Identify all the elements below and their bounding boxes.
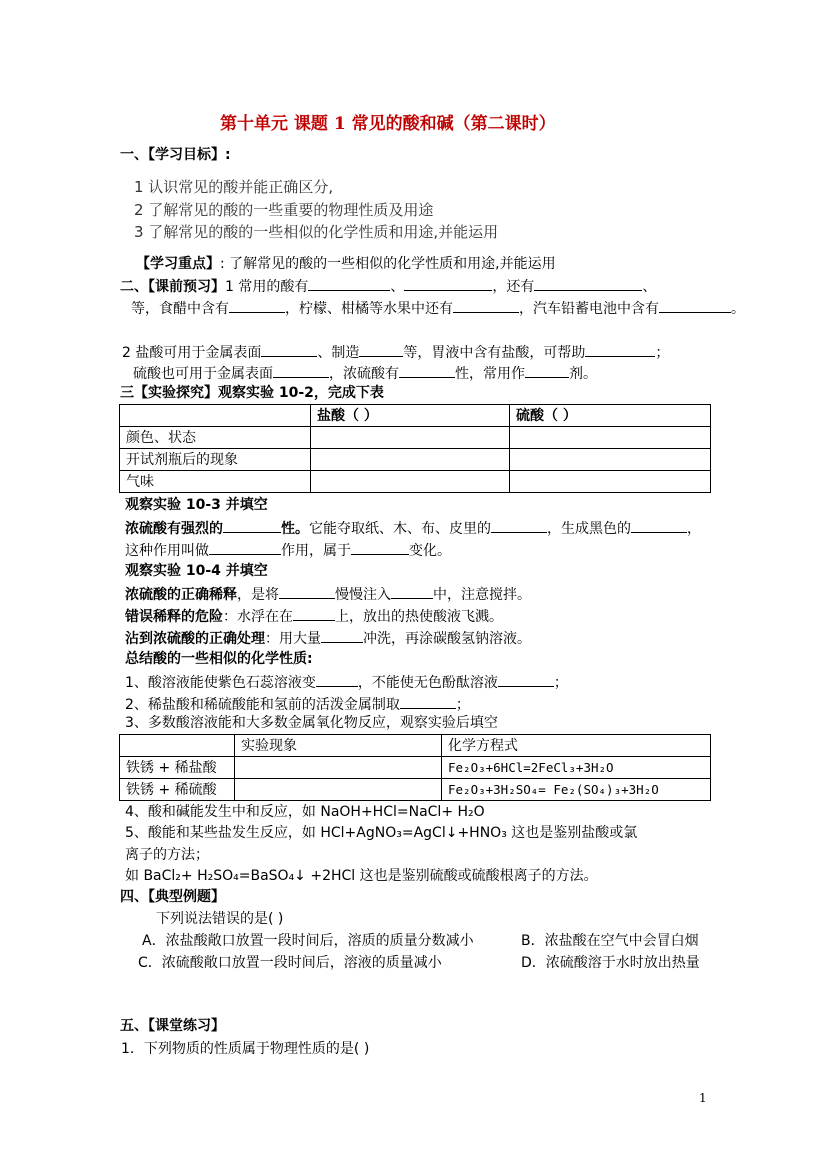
text: ，还有 — [492, 279, 535, 295]
table-header: 硫酸（ ） — [510, 405, 711, 427]
text: 变化。 — [409, 543, 451, 559]
section-4-heading: 四、【典型例题】 — [120, 889, 225, 905]
answer-cell[interactable] — [311, 449, 510, 471]
table-row — [120, 449, 711, 471]
blank[interactable] — [404, 276, 492, 291]
table-header: 盐酸（ ） — [311, 405, 510, 427]
focus-line — [136, 255, 556, 273]
text: 1 常用的酸有 — [225, 279, 309, 295]
rust-reaction-table — [119, 734, 711, 801]
option-b[interactable]: B．浓盐酸在空气中会冒白烟 — [521, 933, 699, 949]
option-a[interactable]: A．浓盐酸敞口放置一段时间后，溶质的质量分数减小 — [142, 933, 474, 949]
text: 等，食醋中含有 — [131, 301, 229, 317]
text: ； — [455, 697, 470, 713]
answer-cell[interactable] — [235, 757, 442, 779]
text: 。 — [731, 301, 745, 317]
table-cell — [120, 405, 311, 427]
summary-heading: 总结酸的一些相似的化学性质: — [125, 651, 313, 667]
section-3-heading: 三【实验探究】观察实验 10-2，完成下表 — [120, 385, 384, 401]
table-header: 化学方程式 — [442, 735, 711, 757]
property-4: 4、酸和碱能发生中和反应，如 NaOH+HCl=NaCl+ H₂O — [125, 804, 485, 820]
blank[interactable] — [273, 363, 329, 378]
text: 、 — [390, 279, 405, 295]
goal-1: 1 认识常见的酸并能正确区分, — [134, 178, 334, 196]
page-title: 第十单元 课题 1 常见的酸和碱（第二课时） — [220, 114, 556, 134]
text: 剂。 — [569, 366, 597, 382]
preview-line-3 — [122, 342, 669, 362]
blank[interactable] — [491, 518, 547, 533]
text: 浓硫酸的正确稀释 — [125, 587, 237, 603]
blank[interactable] — [391, 584, 433, 599]
table-row — [120, 779, 711, 801]
section-2-heading: 二、【课前预习】 — [120, 279, 225, 295]
preview-line-4 — [133, 363, 597, 383]
text: 、 — [642, 279, 657, 295]
equation-cell: Fe₂O₃+6HCl=2FeCl₃+3H₂O — [442, 757, 711, 779]
text: 1、酸溶液能使紫色石蕊溶液变 — [125, 675, 316, 691]
text: ； — [553, 675, 568, 691]
example-question: 下列说法错误的是( ) — [156, 911, 284, 927]
blank[interactable] — [453, 298, 519, 313]
text: ，浓硫酸有 — [329, 366, 399, 382]
acid-properties-table — [119, 404, 711, 493]
preview-line-1 — [120, 276, 656, 296]
text: 、制造 — [317, 345, 360, 361]
goal-3: 3 了解常见的酸的一些相似的化学性质和用途,并能运用 — [134, 223, 499, 241]
blank[interactable] — [308, 276, 390, 291]
blank[interactable] — [223, 518, 281, 533]
blank[interactable] — [261, 342, 317, 357]
answer-cell[interactable] — [311, 427, 510, 449]
text: 慢慢注入 — [335, 587, 391, 603]
text: ，不能使无色酚酞溶液 — [357, 675, 498, 691]
exp3-line-2 — [125, 540, 451, 560]
property-5: 5、酸能和某些盐发生反应，如 HCl+AgNO₃=AgCl↓+HNO₃ 这也是鉴别盐酸或氯 — [125, 825, 638, 841]
section-1-heading: 一、【学习目标】: — [120, 147, 231, 163]
blank[interactable] — [359, 342, 403, 357]
row-label: 气味 — [120, 471, 311, 493]
text: 上，放出的热使酸液飞溅。 — [335, 609, 503, 625]
preview-line-2 — [131, 298, 745, 318]
property-3: 3、多数酸溶液能和大多数金属氧化物反应，观察实验后填空 — [125, 715, 498, 731]
blank[interactable] — [279, 584, 335, 599]
text: ， — [687, 521, 701, 537]
property-1 — [125, 672, 568, 692]
text: 中，注意搅拌。 — [433, 587, 531, 603]
option-d[interactable]: D．浓硫酸溶于水时放出热量 — [521, 955, 700, 971]
blank[interactable] — [316, 672, 358, 687]
section-5-heading: 五、【课堂练习】 — [120, 1018, 225, 1034]
blank[interactable] — [525, 363, 569, 378]
table-row — [120, 757, 711, 779]
blank[interactable] — [498, 672, 554, 687]
focus-text: : 了解常见的酸的一些相似的化学性质和用途,并能运用 — [220, 256, 556, 272]
property-6: 如 BaCl₂+ H₂SO₄=BaSO₄↓ +2HCl 这也是鉴别硫酸或硫酸根离子的方法。 — [125, 868, 598, 884]
wrong-dilution-line — [125, 606, 503, 626]
table-row — [120, 471, 711, 493]
table-cell — [120, 735, 235, 757]
row-label: 铁锈 + 稀硫酸 — [120, 779, 235, 801]
focus-label: 【学习重点】 — [136, 256, 220, 272]
text: 冲洗，再涂碳酸氢钠溶液。 — [363, 631, 531, 647]
answer-cell[interactable] — [510, 449, 711, 471]
blank[interactable] — [229, 298, 285, 313]
dilution-line — [125, 584, 531, 604]
option-c[interactable]: C．浓硫酸敞口放置一段时间后，溶液的质量减小 — [138, 955, 442, 971]
text: 错误稀释的危险 — [125, 609, 223, 625]
text: ：水浮在在 — [223, 609, 293, 625]
table-row — [120, 427, 711, 449]
answer-cell[interactable] — [510, 427, 711, 449]
text: 硫酸也可用于金属表面 — [133, 366, 273, 382]
text: ，汽车铅蓄电池中含有 — [519, 301, 659, 317]
text: ； — [655, 345, 670, 361]
text: 浓硫酸有强烈的 — [125, 521, 223, 537]
property-2 — [125, 694, 470, 714]
text: 2、稀盐酸和稀硫酸能和氢前的活泼金属制取 — [125, 697, 400, 713]
text: 沾到浓硫酸的正确处理 — [125, 631, 265, 647]
text: ，是将 — [237, 587, 279, 603]
table-header-row — [120, 405, 711, 427]
row-label: 颜色、状态 — [120, 427, 311, 449]
blank[interactable] — [351, 540, 409, 555]
text: ：用大量 — [265, 631, 321, 647]
text: 2 盐酸可用于金属表面 — [122, 345, 262, 361]
practice-question-1: 1．下列物质的性质属于物理性质的是( ) — [121, 1041, 370, 1057]
text: ，柠檬、柑橘等水果中还有 — [285, 301, 453, 317]
treatment-line — [125, 628, 531, 648]
property-5-cont: 离子的方法； — [125, 847, 209, 863]
exp3-heading: 观察实验 10-3 并填空 — [125, 497, 268, 513]
row-label: 铁锈 + 稀盐酸 — [120, 757, 235, 779]
answer-cell[interactable] — [510, 471, 711, 493]
exp3-line-1 — [125, 518, 701, 538]
blank[interactable] — [321, 628, 363, 643]
equation-cell: Fe₂O₃+3H₂SO₄= Fe₂(SO₄)₃+3H₂O — [442, 779, 711, 801]
text: 这种作用叫做 — [125, 543, 209, 559]
answer-cell[interactable] — [235, 779, 442, 801]
page-number: 1 — [699, 1091, 707, 1105]
text: 等，胃液中含有盐酸，可帮助 — [403, 345, 586, 361]
text: 作用，属于 — [281, 543, 351, 559]
blank[interactable] — [209, 540, 281, 555]
text: ，生成黑色的 — [547, 521, 631, 537]
blank[interactable] — [585, 342, 655, 357]
text: 性。 — [281, 521, 309, 537]
blank[interactable] — [631, 518, 687, 533]
table-header: 实验现象 — [235, 735, 442, 757]
blank[interactable] — [293, 606, 335, 621]
table-header-row — [120, 735, 711, 757]
answer-cell[interactable] — [311, 471, 510, 493]
blank[interactable] — [534, 276, 642, 291]
goal-2: 2 了解常见的酸的一些重要的物理性质及用途 — [134, 201, 434, 219]
text: 它能夺取纸、木、布、皮里的 — [309, 521, 491, 537]
blank[interactable] — [659, 298, 731, 313]
text: 性，常用作 — [455, 366, 525, 382]
blank[interactable] — [400, 694, 456, 709]
blank[interactable] — [399, 363, 455, 378]
row-label: 开试剂瓶后的现象 — [120, 449, 311, 471]
exp4-heading: 观察实验 10-4 并填空 — [125, 563, 268, 579]
